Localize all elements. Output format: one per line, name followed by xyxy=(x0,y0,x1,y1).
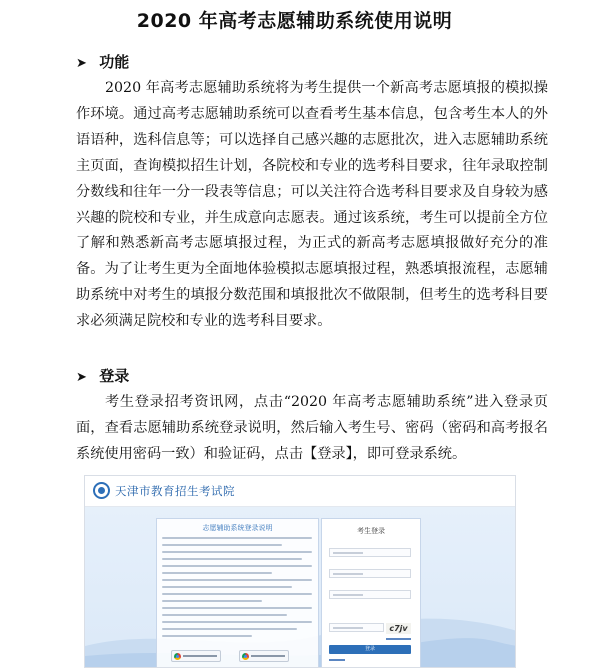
instruction-line xyxy=(162,593,312,595)
section-heading-features xyxy=(76,51,129,72)
site-logo-icon xyxy=(93,482,110,499)
instruction-line xyxy=(162,551,312,553)
login-instructions-card xyxy=(156,518,319,668)
instruction-line xyxy=(162,614,287,616)
chrome-browser-icon xyxy=(174,653,181,660)
captcha-input[interactable] xyxy=(329,623,384,632)
instruction-line xyxy=(162,600,262,602)
instruction-line xyxy=(162,572,272,574)
site-header xyxy=(85,476,515,507)
login-button[interactable]: 登录 xyxy=(329,645,411,654)
instruction-line xyxy=(162,621,312,623)
forgot-password-link[interactable] xyxy=(329,659,345,661)
button-label-placeholder xyxy=(183,655,217,657)
section-heading-login xyxy=(76,365,129,386)
instruction-line xyxy=(162,579,312,581)
instruction-line xyxy=(162,544,282,546)
features-paragraph: 2020 年高考志愿辅助系统将为考生提供一个新高考志愿填报的模拟操作环境。通过高考志愿辅助系统可以查看考生基本信息，包含考生本人的外语语种，选科信息等；可以选择自己感兴趣的志愿批次，进入志愿辅助系统主页面，查询模拟招生计划，各院校和专业的选考科目要求，往年录取控制分数线和往年一分一段表等信息；可以关注符合选考科目要求及自身较为感兴趣的院校和专业，并生成意向志愿表。通过该系统，考生可以提前全方位了解和熟悉新高考志愿填报过程，为正式的新高考志愿填报做好充分的准备。为了让考生更为全面地体验模拟志愿填报过程，熟悉填报流程，志愿辅助系统中对考生的填报分数范围和填报批次不做限制，但考生的选考科目要求必须满足院校和专业的选考科目要求。 xyxy=(76,80,548,330)
input-placeholder xyxy=(333,552,363,554)
button-label-placeholder xyxy=(251,655,285,657)
input-placeholder xyxy=(333,627,363,629)
embedded-login-screenshot xyxy=(84,475,516,668)
arrow-bullet-icon: ➤ xyxy=(76,370,87,385)
login-form-card xyxy=(321,518,421,668)
arrow-bullet-icon: ➤ xyxy=(76,56,87,71)
instruction-line xyxy=(162,628,297,630)
instruction-line xyxy=(162,565,312,567)
instructions-title: 志愿辅助系统登录说明 xyxy=(202,524,273,532)
section-heading-label: 登录 xyxy=(99,367,130,385)
instruction-line xyxy=(162,537,312,539)
section-heading-label: 功能 xyxy=(99,53,130,71)
instruction-line xyxy=(162,586,292,588)
document-title: 2020 年高考志愿辅助系统使用说明 xyxy=(136,10,453,32)
download-browser-button[interactable] xyxy=(239,650,289,662)
refresh-captcha-link[interactable] xyxy=(386,638,411,640)
login-paragraph: 考生登录招考资讯网，点击“2020 年高考志愿辅助系统”进入登录页面，查看志愿辅助系统登录说明，然后输入考生号、密码（密码和高考报名系统使用密码一致）和验证码，点击【登录】，即可登录系统。 xyxy=(76,394,548,462)
chrome-browser-icon xyxy=(242,653,249,660)
download-browser-button[interactable] xyxy=(171,650,221,662)
instruction-line xyxy=(162,558,302,560)
password-input[interactable] xyxy=(329,569,411,578)
input-placeholder xyxy=(333,573,363,575)
batch-select[interactable] xyxy=(329,590,411,599)
candidate-number-input[interactable] xyxy=(329,548,411,557)
instruction-line xyxy=(162,607,312,609)
input-placeholder xyxy=(333,594,363,596)
site-title: 天津市教育招生考试院 xyxy=(115,484,235,498)
login-title: 考生登录 xyxy=(357,527,385,535)
captcha-image[interactable]: c7jv xyxy=(386,623,411,634)
instruction-line xyxy=(162,635,252,637)
